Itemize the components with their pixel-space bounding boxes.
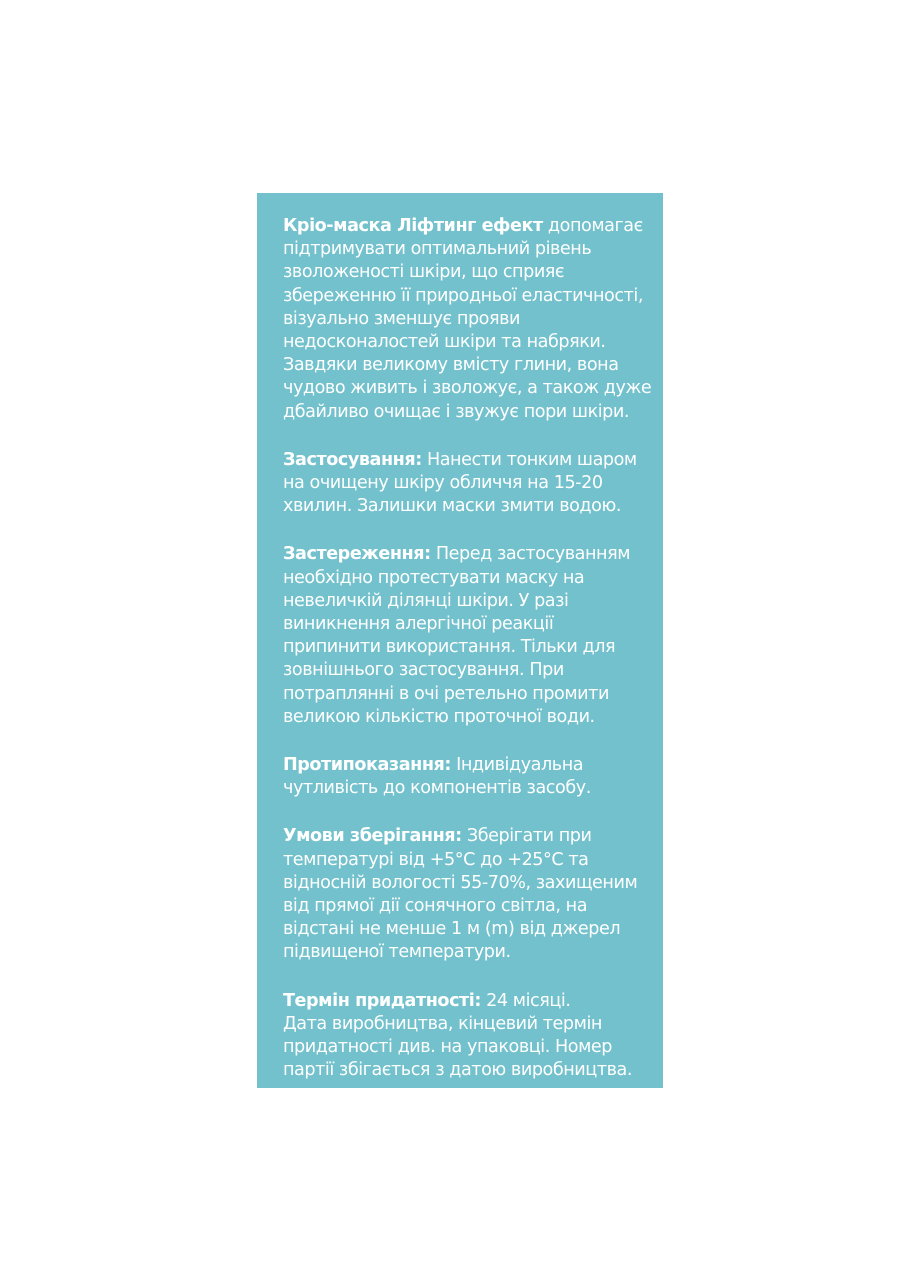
text-line bbox=[283, 590, 647, 613]
body-text: відносній вологості 55-70%, захищеним bbox=[283, 872, 638, 893]
text-line bbox=[283, 472, 647, 495]
body-text: потраплянні в очі ретельно промити bbox=[283, 683, 609, 704]
body-text: придатності див. на упаковці. Номер bbox=[283, 1037, 613, 1058]
body-text: зовнішнього застосування. При bbox=[283, 660, 564, 681]
text-line bbox=[283, 567, 647, 590]
text-line bbox=[283, 1013, 647, 1036]
text-line bbox=[283, 215, 647, 238]
paragraph-shelf-life bbox=[283, 990, 647, 1083]
section-heading: Застосування: bbox=[283, 449, 422, 470]
body-text: Завдяки великому вмісту глини, вона bbox=[283, 355, 619, 376]
text-line bbox=[283, 825, 647, 848]
product-info-panel bbox=[257, 193, 663, 1088]
body-text: припинити використання. Тільки для bbox=[283, 637, 616, 658]
paragraph-warnings bbox=[283, 543, 647, 729]
body-text: Перед застосуванням bbox=[430, 544, 631, 565]
body-text: Індивідуальна bbox=[450, 755, 584, 776]
text-line bbox=[283, 706, 647, 729]
body-text: великою кількістю проточної води. bbox=[283, 706, 595, 727]
body-text: чутливість до компонентів засобу. bbox=[283, 778, 591, 799]
text-line bbox=[283, 261, 647, 284]
body-text: зволоженості шкіри, що сприяє bbox=[283, 262, 565, 283]
text-line bbox=[283, 659, 647, 682]
body-text: Нанести тонким шаром bbox=[421, 449, 637, 470]
text-line bbox=[283, 354, 647, 377]
text-line bbox=[283, 849, 647, 872]
body-text: підтримувати оптимальний рівень bbox=[283, 239, 592, 260]
body-text: допомагає bbox=[542, 216, 643, 236]
section-heading: Термін придатності: bbox=[283, 990, 481, 1011]
paragraph-contraindications bbox=[283, 754, 647, 800]
body-text: відстані не менше 1 м (m) від джерел bbox=[283, 919, 621, 940]
text-line bbox=[283, 401, 647, 424]
text-line bbox=[283, 1059, 647, 1082]
text-line bbox=[283, 331, 647, 354]
body-text: чудово живить і зволожує, а також дуже bbox=[283, 378, 652, 399]
paragraph-usage bbox=[283, 449, 647, 519]
body-text: Дата виробництва, кінцевий термін bbox=[283, 1013, 602, 1034]
text-line bbox=[283, 777, 647, 800]
section-heading: Протипоказання: bbox=[283, 755, 451, 776]
text-line bbox=[283, 1036, 647, 1059]
body-text: дбайливо очищає і звужує пори шкіри. bbox=[283, 401, 630, 422]
text-line bbox=[283, 238, 647, 261]
body-text: необхідно протестувати маску на bbox=[283, 567, 585, 588]
text-line bbox=[283, 895, 647, 918]
body-text: 24 місяці. bbox=[480, 990, 571, 1011]
body-text: візуально зменшує прояви bbox=[283, 308, 521, 329]
section-heading: Застереження: bbox=[283, 544, 431, 565]
body-text: невеличкій ділянці шкіри. У разі bbox=[283, 590, 569, 611]
text-line bbox=[283, 872, 647, 895]
paragraph-description bbox=[283, 215, 652, 424]
body-text: підвищеної температури. bbox=[283, 942, 511, 963]
section-heading: Умови зберігання: bbox=[283, 826, 462, 847]
text-line bbox=[283, 377, 652, 400]
text-line bbox=[283, 449, 647, 472]
body-text: від прямої дії сонячного світла, на bbox=[283, 896, 588, 917]
body-text: виникнення алергічної реакції bbox=[283, 614, 554, 635]
body-text: недосконалостей шкіри та набряки. bbox=[283, 332, 606, 353]
text-line bbox=[283, 613, 647, 636]
body-text: Зберігати при bbox=[461, 826, 592, 847]
body-text: хвилин. Залишки маски змити водою. bbox=[283, 496, 621, 517]
text-line bbox=[283, 941, 647, 964]
body-text: температурі від +5°С до +25°С та bbox=[283, 849, 589, 870]
text-line bbox=[283, 754, 647, 777]
text-line bbox=[283, 543, 647, 566]
body-text: збереженню її природньої еластичності, bbox=[283, 285, 643, 306]
body-text: партії збігається з датою виробництва. bbox=[283, 1060, 633, 1081]
text-line bbox=[283, 285, 647, 308]
text-line bbox=[283, 636, 647, 659]
text-line bbox=[283, 683, 647, 706]
text-line bbox=[283, 918, 647, 941]
text-line bbox=[283, 990, 647, 1013]
section-heading: Кріо-маска Ліфтинг ефект bbox=[283, 216, 543, 236]
body-text: на очищену шкіру обличчя на 15-20 bbox=[283, 473, 603, 494]
paragraph-storage bbox=[283, 825, 647, 964]
text-line bbox=[283, 308, 647, 331]
text-line bbox=[283, 495, 647, 518]
